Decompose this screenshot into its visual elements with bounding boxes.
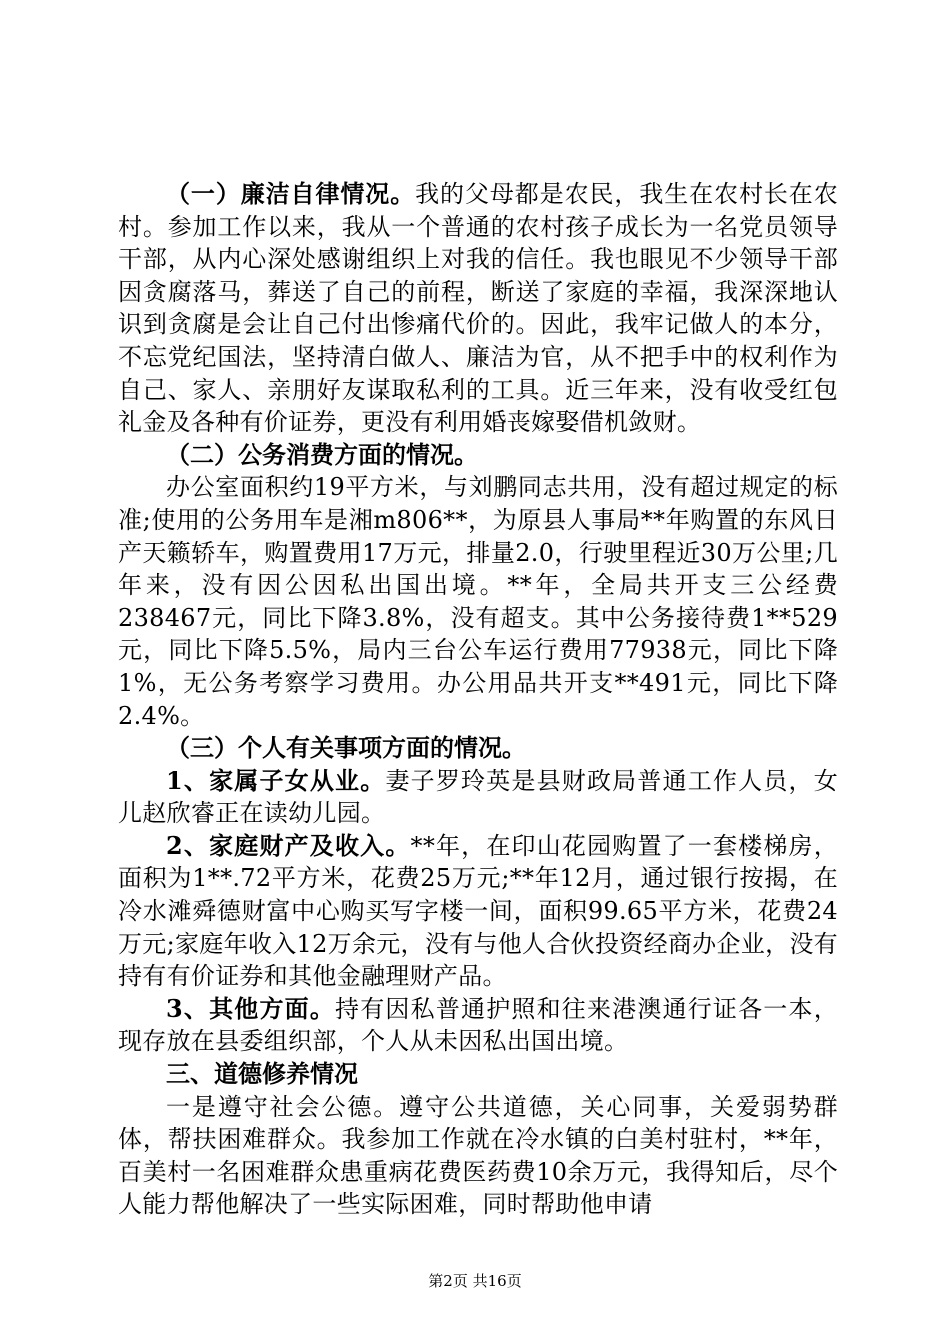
paragraph-family-property [118, 830, 838, 993]
paragraph-other-aspects [118, 993, 838, 1058]
paragraph-lead: 3、其他方面。 [166, 993, 336, 1023]
paragraph-social-ethics: 一是遵守社会公德。遵守公共道德，关心同事，关爱弱势群体，帮扶困难群众。我参加工作就在冷水镇的白美村驻村，**年，百美村一名困难群众患重病花费医药费10余万元，我得知后，尽个人能力帮他解决了一些实际困难，同时帮助他申请 [118, 1092, 838, 1219]
paragraph-text: 持有因私普通护照和往来港澳通行证各一本，现存放在县委组织部，个人从未因私出国出境。 [118, 994, 838, 1056]
section-heading-personal-matters: （三）个人有关事项方面的情况。 [166, 733, 526, 763]
paragraph-text: 我的父母都是农民，我生在农村长在农村。参加工作以来，我从一个普通的农村孩子成长为一名党员领导干部，从内心深处感谢组织上对我的信任。我也眼见不少领导干部因贪腐落马，葬送了自己的前程，断送了家庭的幸福，我深深地认识到贪腐是会让自己付出惨痛代价的。因此，我牢记做人的本分，不忘党纪国法，坚持清白做人、廉洁为官，从不把手中的权利作为自己、家人、亲朋好友谋取私利的工具。近三年来，没有收受红包礼金及各种有价证券，更没有利用婚丧嫁娶借机敛财。 [118, 180, 839, 437]
paragraph-family-employment [118, 765, 838, 830]
paragraph-lead: （一）廉洁自律情况。 [166, 179, 416, 208]
section-heading-moral-cultivation: 三、道德修养情况 [166, 1059, 358, 1089]
paragraph-lead: 1、家属子女从业。 [166, 765, 386, 795]
paragraph-official-consumption: 办公室面积约19平方米，与刘鹏同志共用，没有超过规定的标准;使用的公务用车是湘m806**，为原县人事局**年购置的东风日产天籁轿车，购置费用17万元，排量2.0，行驶里程近30万公里;几年来，没有因公因私出国出境。**年，全局共开支三公经费238467元，同比下降3.8%，没有超支。其中公务接待费1**529元，同比下降5.5%，局内三台公车运行费用77938元，同比下降1%，无公务考察学习费用。办公用品共开支**491元，同比下降2.4%。 [118, 473, 838, 730]
paragraph-text: **年，在印山花园购置了一套楼梯房，面积为1**.72平方米，花费25万元;**年12月，通过银行按揭，在冷水滩舜德财富中心购买写字楼一间，面积99.65平方米，花费24万元;家庭年收入12万余元，没有与他人合伙投资经商办企业，没有持有有价证券和其他金融理财产品。 [118, 831, 839, 991]
paragraph-text: 妻子罗玲英是县财政局普通工作人员，女儿赵欣睿正在读幼儿园。 [118, 766, 838, 828]
section-heading-official-consumption: （二）公务消费方面的情况。 [166, 439, 478, 469]
page-footer: 第2页 共16页 [428, 1272, 522, 1290]
document-body [118, 178, 838, 1221]
paragraph-lead: 2、家庭财产及收入。 [166, 830, 411, 860]
paragraph-integrity [118, 178, 838, 439]
